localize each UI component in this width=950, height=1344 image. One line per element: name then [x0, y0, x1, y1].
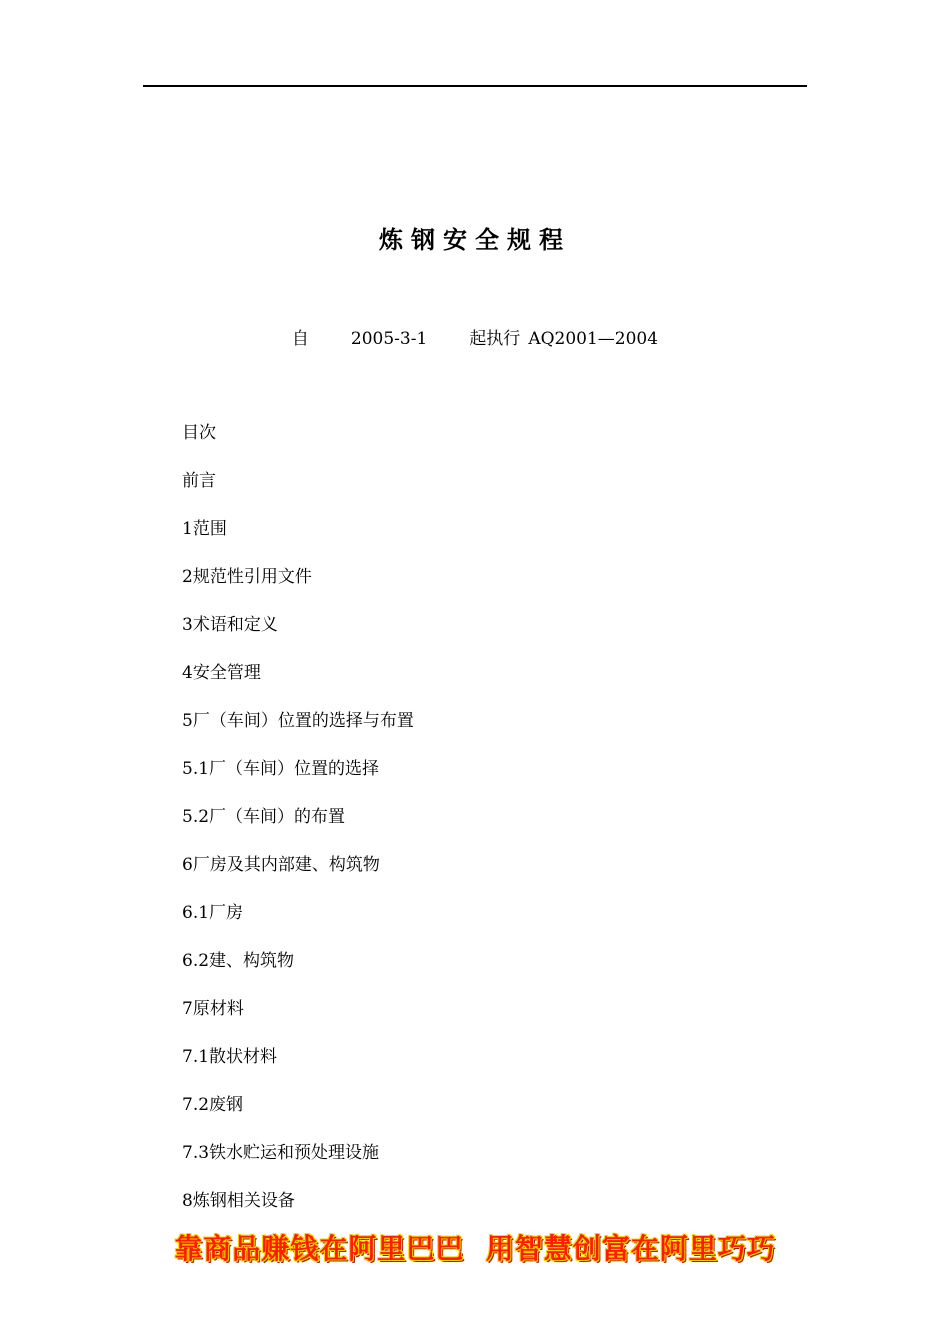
execution-line	[0, 327, 950, 351]
toc-item: 7.1散状材料	[182, 1047, 278, 1067]
table-of-contents	[182, 420, 782, 1236]
toc-item: 2规范性引用文件	[182, 567, 312, 587]
header-rule	[143, 85, 807, 87]
promo-banner: 靠商品赚钱在阿里巴巴 用智慧创富在阿里巧巧	[174, 1232, 776, 1265]
exec-prefix: 自	[291, 329, 309, 349]
toc-item: 7原材料	[182, 999, 244, 1019]
toc-item: 7.2废钢	[182, 1095, 244, 1115]
toc-item: 3术语和定义	[182, 615, 278, 635]
toc-item: 前言	[182, 471, 216, 491]
toc-item: 4安全管理	[182, 663, 261, 683]
toc-item: 5厂（车间）位置的选择与布置	[182, 711, 414, 731]
toc-item: 5.2厂（车间）的布置	[182, 807, 346, 827]
exec-code: AQ2001—2004	[528, 329, 659, 349]
toc-item: 6.1厂房	[182, 903, 244, 923]
toc-item: 7.3铁水贮运和预处理设施	[182, 1143, 380, 1163]
toc-item: 6厂房及其内部建、构筑物	[182, 855, 380, 875]
toc-item: 1范围	[182, 519, 227, 539]
exec-date: 2005-3-1	[350, 329, 428, 349]
toc-item: 5.1厂（车间）位置的选择	[182, 759, 380, 779]
toc-item: 目次	[182, 423, 216, 443]
document-title: 炼钢安全规程	[379, 226, 571, 254]
toc-item: 8炼钢相关设备	[182, 1191, 295, 1211]
toc-item: 6.2建、构筑物	[182, 951, 295, 971]
exec-verb: 起执行	[469, 329, 521, 349]
